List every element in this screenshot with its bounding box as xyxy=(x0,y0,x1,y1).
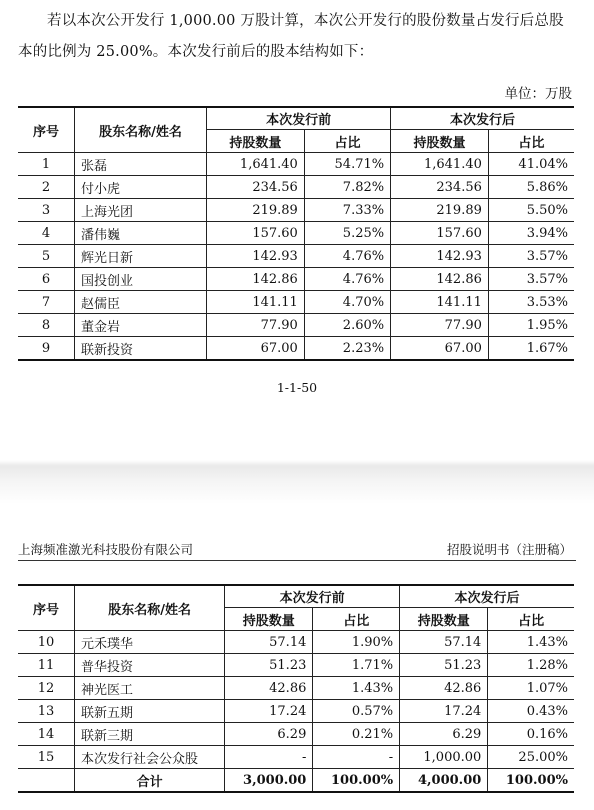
header-after-ratio: 占比 xyxy=(488,130,574,153)
row-before-ratio: 5.25% xyxy=(304,222,390,245)
row-before-shares: 77.90 xyxy=(207,314,305,337)
table-row xyxy=(18,700,574,723)
row-seq: 9 xyxy=(18,337,75,361)
row-after-ratio: 1.67% xyxy=(488,337,574,361)
header-after: 本次发行后 xyxy=(391,107,574,130)
row-after-shares: 157.60 xyxy=(391,222,489,245)
row-before-ratio: 2.60% xyxy=(304,314,390,337)
row-after-shares: 51.23 xyxy=(400,654,488,677)
table-body-part-2 xyxy=(18,631,574,793)
row-after-shares: 142.93 xyxy=(391,245,489,268)
intro-paragraph: 若以本次公开发行 1,000.00 万股计算，本次公开发行的股份数量占发行后总股本的比例为 25.00%。本次发行前后的股本结构如下： xyxy=(18,13,564,60)
table-row xyxy=(18,654,574,677)
row-after-ratio: 3.57% xyxy=(488,245,574,268)
row-before-shares: 67.00 xyxy=(207,337,305,361)
table-row xyxy=(18,746,574,769)
row-after-ratio: 1.95% xyxy=(488,314,574,337)
row-name: 联新五期 xyxy=(75,700,225,723)
row-seq: 14 xyxy=(18,723,75,746)
header-before-ratio: 占比 xyxy=(304,130,390,153)
row-after-shares: 1,000.00 xyxy=(400,746,488,769)
row-name: 神光医工 xyxy=(75,677,225,700)
row-seq: 5 xyxy=(18,245,75,268)
row-before-ratio: - xyxy=(313,746,400,769)
table-body-part-1 xyxy=(18,153,574,361)
row-name: 潘伟巍 xyxy=(75,222,207,245)
row-after-ratio: 1.28% xyxy=(488,654,574,677)
row-name: 合计 xyxy=(75,769,225,793)
table-row xyxy=(18,268,574,291)
running-header-company: 上海频准激光科技股份有限公司 xyxy=(18,542,194,557)
row-after-shares: 142.86 xyxy=(391,268,489,291)
row-before-shares: 17.24 xyxy=(225,700,313,723)
table-row xyxy=(18,153,574,176)
share-structure-table-part-1 xyxy=(18,106,574,361)
row-before-shares: 234.56 xyxy=(207,176,305,199)
row-after-ratio: 41.04% xyxy=(488,153,574,176)
row-seq: 13 xyxy=(18,700,75,723)
row-seq: 1 xyxy=(18,153,75,176)
header-before-shares: 持股数量 xyxy=(207,130,305,153)
row-after-ratio: 3.57% xyxy=(488,268,574,291)
row-name: 上海光团 xyxy=(75,199,207,222)
row-seq: 10 xyxy=(18,631,75,654)
row-before-shares: 51.23 xyxy=(225,654,313,677)
row-before-shares: 42.86 xyxy=(225,677,313,700)
row-after-shares: 67.00 xyxy=(391,337,489,361)
table-row xyxy=(18,677,574,700)
row-before-ratio: 1.71% xyxy=(313,654,400,677)
row-seq: 6 xyxy=(18,268,75,291)
row-before-shares: 6.29 xyxy=(225,723,313,746)
row-seq: 3 xyxy=(18,199,75,222)
row-after-shares: 4,000.00 xyxy=(400,769,488,793)
row-before-ratio: 7.33% xyxy=(304,199,390,222)
row-after-ratio: 100.00% xyxy=(488,769,574,793)
header-before: 本次发行前 xyxy=(207,107,391,130)
row-before-ratio: 7.82% xyxy=(304,176,390,199)
running-header-document: 招股说明书（注册稿） xyxy=(446,542,572,557)
table-row xyxy=(18,222,574,245)
row-seq: 15 xyxy=(18,746,75,769)
page-number: 1-1-50 xyxy=(276,380,318,395)
row-after-ratio: 3.53% xyxy=(488,291,574,314)
row-seq: 7 xyxy=(18,291,75,314)
header-after-shares: 持股数量 xyxy=(400,608,488,631)
row-after-ratio: 5.86% xyxy=(488,176,574,199)
header-before-shares: 持股数量 xyxy=(225,608,313,631)
table-row xyxy=(18,176,574,199)
row-after-shares: 141.11 xyxy=(391,291,489,314)
table-row xyxy=(18,723,574,746)
row-after-ratio: 1.07% xyxy=(488,677,574,700)
header-seq: 序号 xyxy=(18,107,75,153)
document-page-2 xyxy=(0,524,594,810)
row-before-shares: 141.11 xyxy=(207,291,305,314)
row-seq xyxy=(18,769,75,793)
row-after-shares: 1,641.40 xyxy=(391,153,489,176)
row-seq: 11 xyxy=(18,654,75,677)
header-name: 股东名称/姓名 xyxy=(75,107,207,153)
row-seq: 4 xyxy=(18,222,75,245)
row-after-shares: 234.56 xyxy=(391,176,489,199)
row-before-shares: - xyxy=(225,746,313,769)
page-break xyxy=(0,460,594,524)
row-name: 本次发行社会公众股 xyxy=(75,746,225,769)
table-row xyxy=(18,245,574,268)
table-row xyxy=(18,337,574,361)
row-before-shares: 142.86 xyxy=(207,268,305,291)
header-before-ratio: 占比 xyxy=(313,608,400,631)
table-row xyxy=(18,199,574,222)
row-name: 国投创业 xyxy=(75,268,207,291)
row-after-ratio: 3.94% xyxy=(488,222,574,245)
row-before-ratio: 1.43% xyxy=(313,677,400,700)
row-name: 联新投资 xyxy=(75,337,207,361)
row-name: 普华投资 xyxy=(75,654,225,677)
row-before-shares: 3,000.00 xyxy=(225,769,313,793)
row-seq: 12 xyxy=(18,677,75,700)
row-seq: 2 xyxy=(18,176,75,199)
table-row xyxy=(18,314,574,337)
header-after: 本次发行后 xyxy=(400,585,574,608)
row-after-ratio: 25.00% xyxy=(488,746,574,769)
header-seq: 序号 xyxy=(18,585,75,631)
header-after-ratio: 占比 xyxy=(488,608,574,631)
table-row xyxy=(18,291,574,314)
row-before-ratio: 4.76% xyxy=(304,245,390,268)
row-after-ratio: 0.16% xyxy=(488,723,574,746)
row-before-ratio: 1.90% xyxy=(313,631,400,654)
row-after-ratio: 1.43% xyxy=(488,631,574,654)
unit-label: 单位：万股 xyxy=(504,86,572,102)
row-name: 元禾璞华 xyxy=(75,631,225,654)
row-before-shares: 57.14 xyxy=(225,631,313,654)
header-rule xyxy=(18,560,576,561)
row-after-ratio: 0.43% xyxy=(488,700,574,723)
row-before-ratio: 4.70% xyxy=(304,291,390,314)
row-before-ratio: 100.00% xyxy=(313,769,400,793)
row-before-shares: 142.93 xyxy=(207,245,305,268)
row-before-shares: 157.60 xyxy=(207,222,305,245)
row-after-shares: 17.24 xyxy=(400,700,488,723)
row-before-shares: 1,641.40 xyxy=(207,153,305,176)
row-after-ratio: 5.50% xyxy=(488,199,574,222)
row-before-shares: 219.89 xyxy=(207,199,305,222)
row-name: 付小虎 xyxy=(75,176,207,199)
row-after-shares: 42.86 xyxy=(400,677,488,700)
total-row xyxy=(18,769,574,793)
row-name: 赵儒臣 xyxy=(75,291,207,314)
row-seq: 8 xyxy=(18,314,75,337)
row-before-ratio: 54.71% xyxy=(304,153,390,176)
row-name: 董金岩 xyxy=(75,314,207,337)
row-after-shares: 77.90 xyxy=(391,314,489,337)
table-row xyxy=(18,631,574,654)
share-structure-table-part-2 xyxy=(18,584,574,793)
row-after-shares: 219.89 xyxy=(391,199,489,222)
row-name: 联新三期 xyxy=(75,723,225,746)
row-before-ratio: 2.23% xyxy=(304,337,390,361)
row-after-shares: 6.29 xyxy=(400,723,488,746)
row-name: 张磊 xyxy=(75,153,207,176)
row-before-ratio: 4.76% xyxy=(304,268,390,291)
row-after-shares: 57.14 xyxy=(400,631,488,654)
row-before-ratio: 0.57% xyxy=(313,700,400,723)
header-after-shares: 持股数量 xyxy=(391,130,489,153)
header-before: 本次发行前 xyxy=(225,585,400,608)
row-before-ratio: 0.21% xyxy=(313,723,400,746)
header-name: 股东名称/姓名 xyxy=(75,585,225,631)
row-name: 辉光日新 xyxy=(75,245,207,268)
